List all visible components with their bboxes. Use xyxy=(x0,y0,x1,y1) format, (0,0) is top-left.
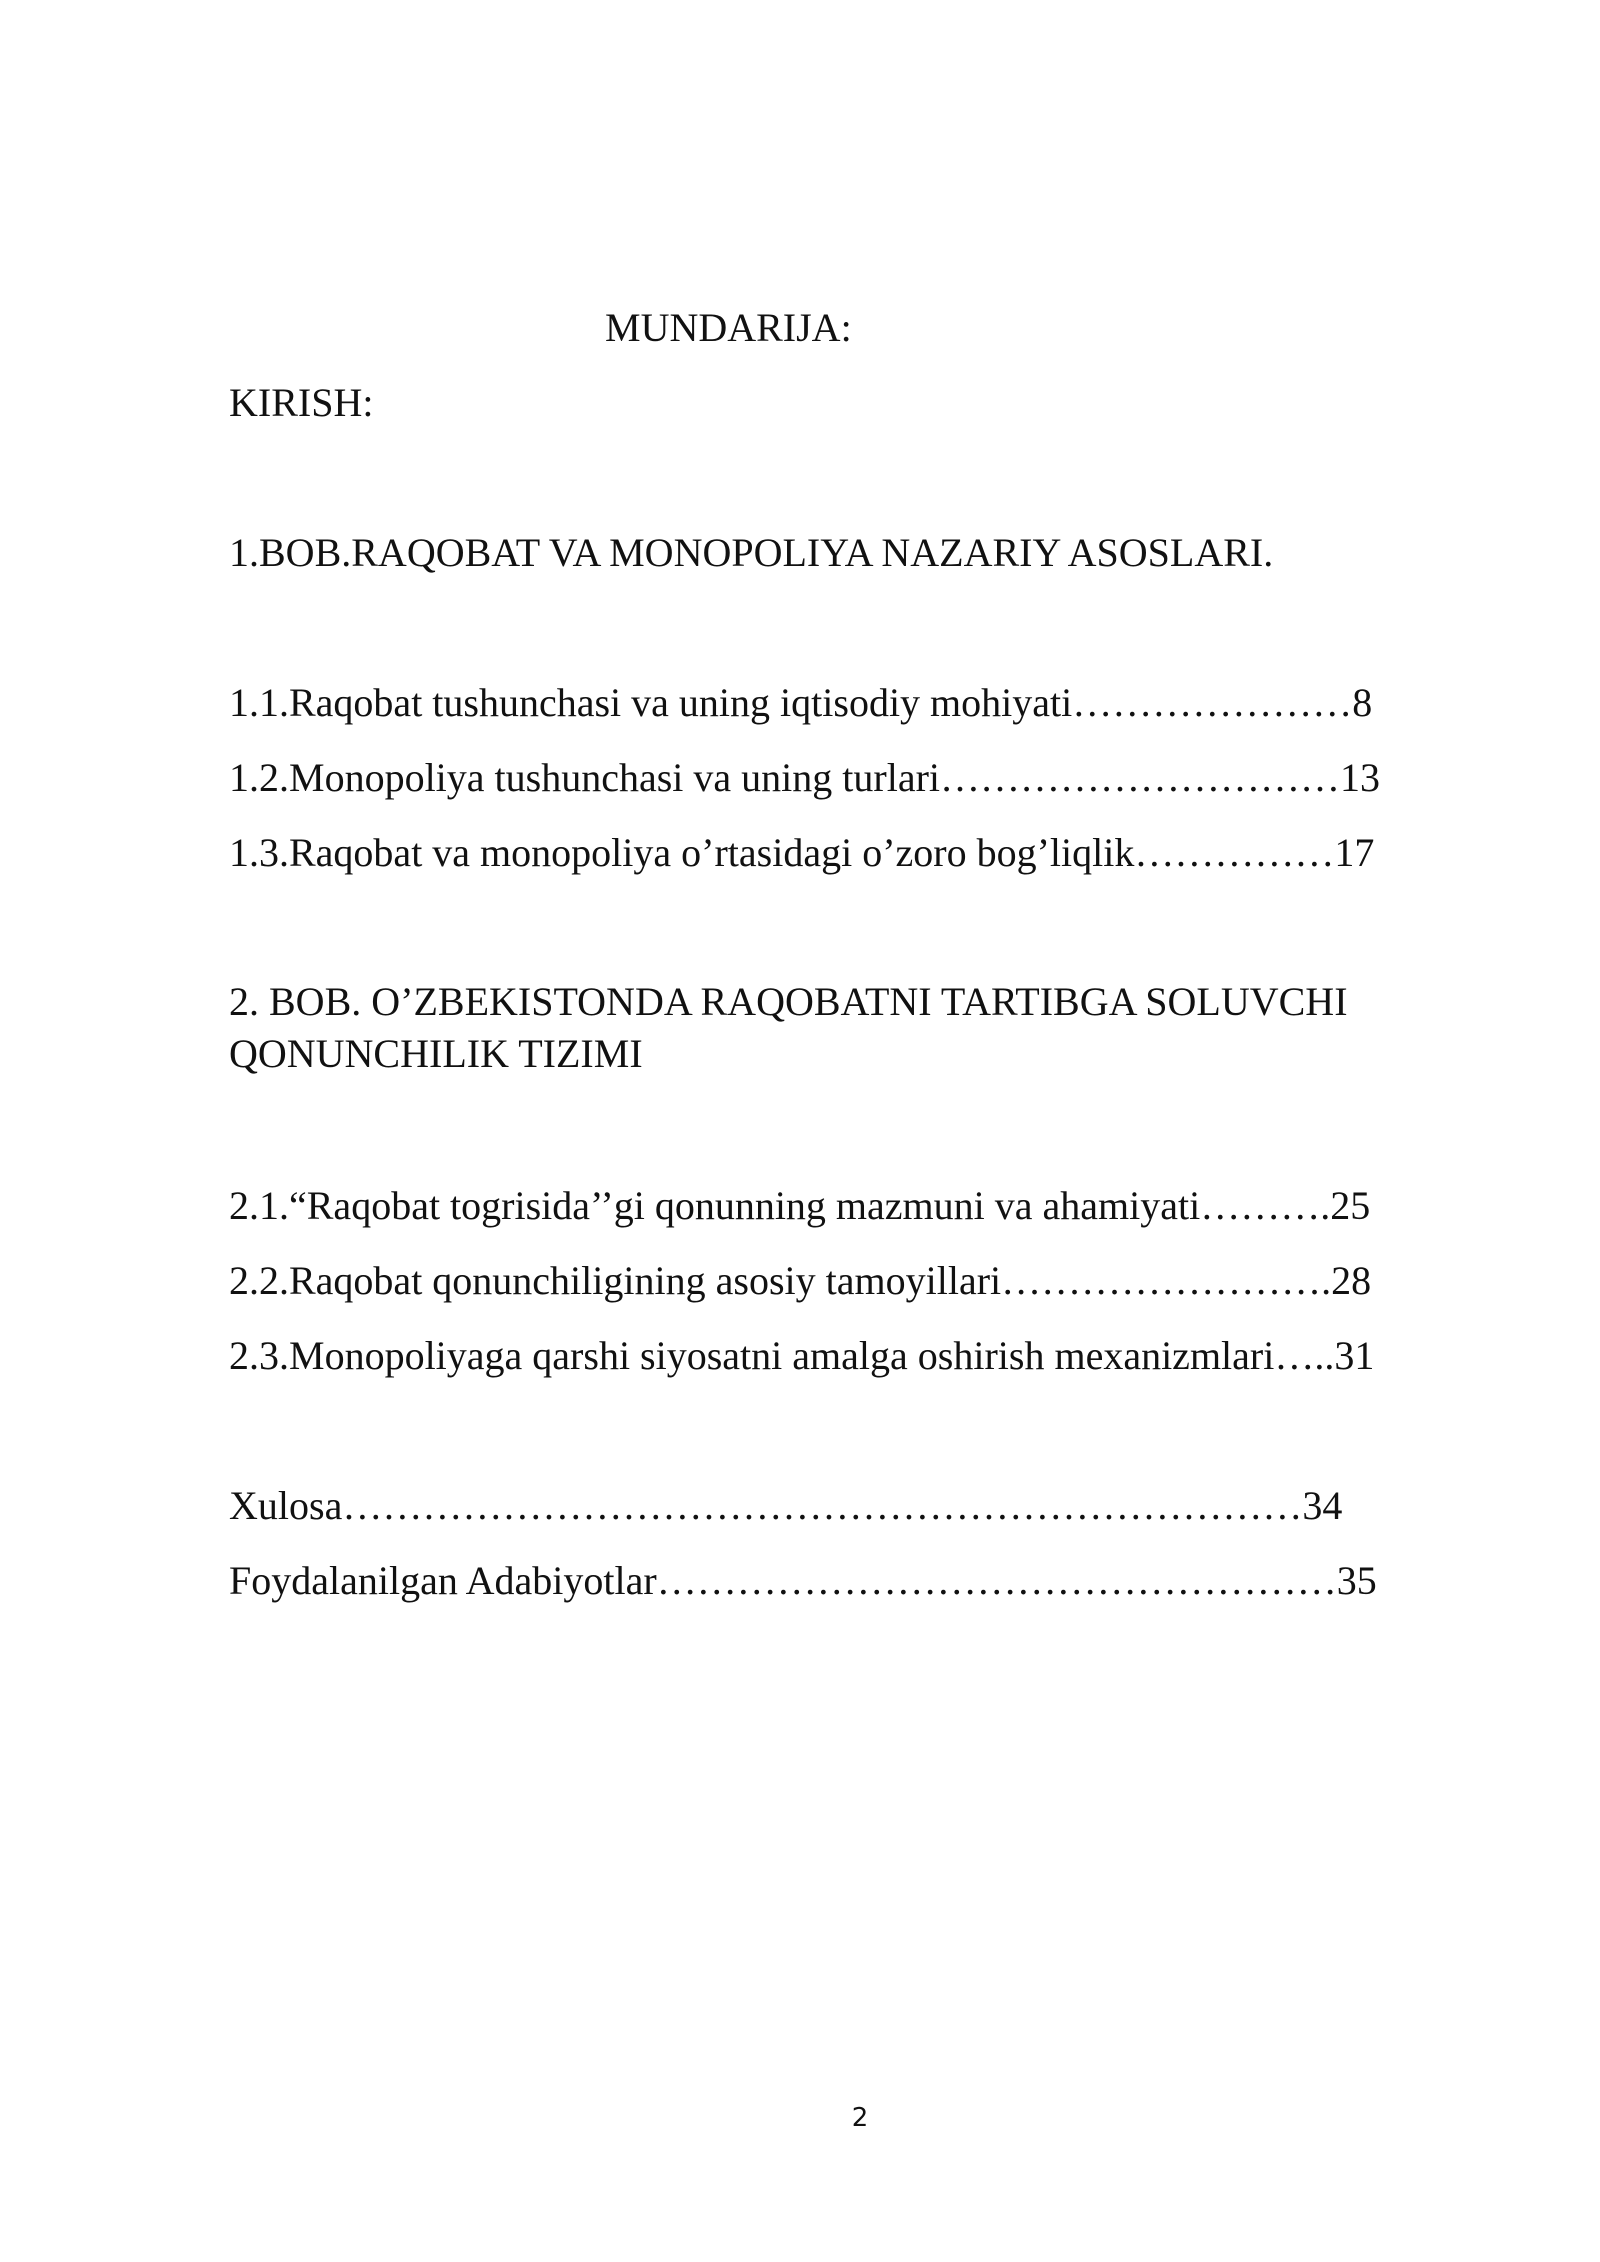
chapter1-heading: 1.BOB.RAQOBAT VA MONOPOLIYA NAZARIY ASOSLARI. xyxy=(229,530,1274,575)
toc-entry-conclusion: Xulosa………………………………………………………………34 xyxy=(229,1483,1343,1528)
toc-title: MUNDARIJA: xyxy=(605,305,852,350)
toc-entry-2-3: 2.3.Monopoliyaga qarshi siyosatni amalga oshirish mexanizmlari…..31 xyxy=(229,1333,1375,1378)
intro-heading: KIRISH: xyxy=(229,380,374,425)
toc-entry-1-2: 1.2.Monopoliya tushunchasi va uning turlari…………………………13 xyxy=(229,755,1381,800)
toc-entry-1-3: 1.3.Raqobat va monopoliya o’rtasidagi o’zoro bog’liqlik……………17 xyxy=(229,830,1375,875)
page-number: 2 xyxy=(851,2103,869,2133)
toc-entry-1-1: 1.1.Raqobat tushunchasi va uning iqtisodiy mohiyati…………………8 xyxy=(229,680,1373,725)
chapter2-heading-line1: 2. BOB. O’ZBEKISTONDA RAQOBATNI TARTIBGA SOLUVCHI xyxy=(229,979,1348,1024)
toc-entry-2-1: 2.1.“Raqobat togrisida’’gi qonunning mazmuni va ahamiyati……….25 xyxy=(229,1183,1371,1228)
toc-entry-2-2: 2.2.Raqobat qonunchiligining asosiy tamoyillari…………………….28 xyxy=(229,1258,1372,1303)
chapter2-heading-line2: QONUNCHILIK TIZIMI xyxy=(229,1031,643,1076)
chapter2-heading xyxy=(229,976,1348,1080)
toc-entry-references: Foydalanilgan Adabiyotlar……………………………………………35 xyxy=(229,1558,1377,1603)
